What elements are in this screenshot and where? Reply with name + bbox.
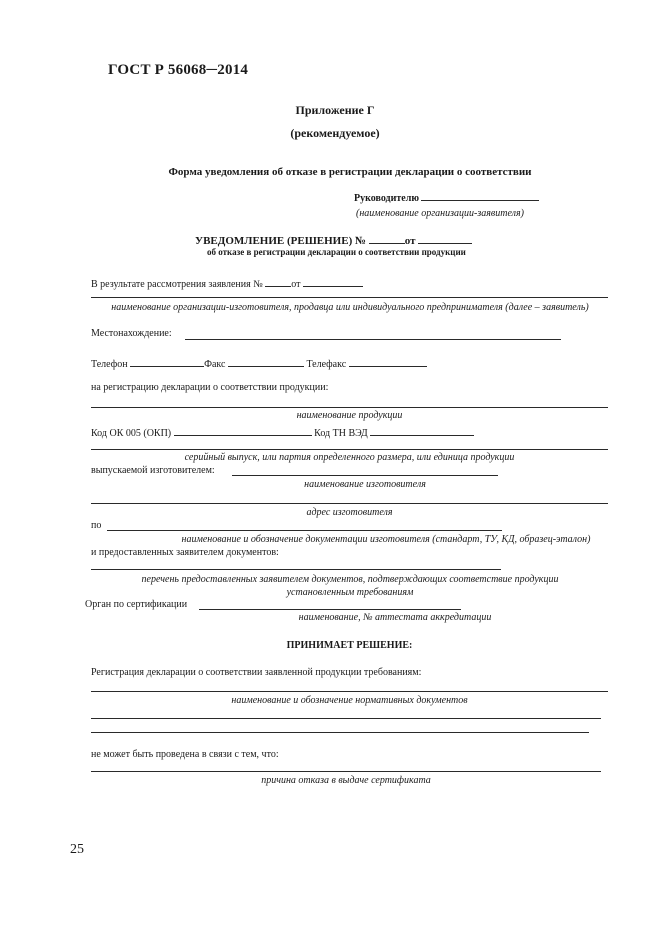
okp-blank[interactable] <box>174 424 312 436</box>
notice-number-blank[interactable] <box>369 232 405 244</box>
normative-line-3[interactable] <box>91 732 589 733</box>
normative-line[interactable] <box>91 691 608 692</box>
notice-date-blank[interactable] <box>418 232 472 244</box>
submitted-label: и предоставленных заявителем документов: <box>91 547 279 558</box>
addressee-blank[interactable] <box>421 189 539 201</box>
form-title: Форма уведомления об отказе в регистрации декларации о соответствии <box>168 166 532 178</box>
application-row <box>91 275 363 290</box>
applicant-line[interactable] <box>91 297 608 298</box>
fax-label: Факс <box>204 359 226 370</box>
docs-caption: наименование и обозначение документации изготовителя (стандарт, ТУ, КД, образец-эталон) <box>181 534 591 545</box>
batch-line[interactable] <box>91 449 608 450</box>
okp-label: Код ОК 005 (ОКП) <box>91 428 172 439</box>
manufacturer-caption: наименование изготовителя <box>304 479 426 490</box>
notice-title-row <box>195 232 472 247</box>
applicant-caption: наименование организации-изготовителя, продавца или индивидуального предпринимателя (далее – заявитель) <box>111 302 589 313</box>
location-label: Местонахождение: <box>91 328 172 339</box>
cert-body-line[interactable] <box>199 609 461 610</box>
application-number-blank[interactable] <box>265 275 291 287</box>
telefax-blank[interactable] <box>349 355 427 367</box>
registration-label: на регистрацию декларации о соответствии продукции: <box>91 382 329 393</box>
phone-blank[interactable] <box>130 355 204 367</box>
application-label: В результате рассмотрения заявления № <box>91 279 263 290</box>
contacts-row <box>91 355 427 370</box>
cert-body-caption: наименование, № аттестата аккредитации <box>298 612 492 623</box>
tnved-blank[interactable] <box>370 424 474 436</box>
appendix-title: Приложение Г <box>295 103 375 117</box>
cannot-label: не может быть проведена в связи с тем, что: <box>91 749 279 760</box>
notice-title: УВЕДОМЛЕНИЕ (РЕШЕНИЕ) № <box>195 235 367 247</box>
manufacturer-line[interactable] <box>232 475 498 476</box>
by-label: по <box>91 520 102 531</box>
batch-caption: серийный выпуск, или партия определенного размера, или единица продукции <box>184 452 515 463</box>
location-line[interactable] <box>185 339 561 340</box>
telefax-label: Телефакс <box>306 359 347 370</box>
manufacturer-label: выпускаемой изготовителем: <box>91 465 215 476</box>
reason-caption: причина отказа в выдаче сертификата <box>261 775 431 786</box>
product-line[interactable] <box>91 407 608 408</box>
fax-blank[interactable] <box>228 355 304 367</box>
cert-body-label: Орган по сертификации <box>85 599 188 610</box>
page-number: 25 <box>70 842 84 857</box>
product-caption: наименование продукции <box>296 410 403 421</box>
normative-line-2[interactable] <box>91 718 601 719</box>
addressee-field <box>354 189 539 204</box>
addressee-caption: (наименование организации-заявителя) <box>356 208 524 219</box>
normative-caption: наименование и обозначение нормативных документов <box>231 695 468 706</box>
addressee-label: Руководителю <box>354 193 419 204</box>
standard-number: ГОСТ Р 56068─2014 <box>108 62 249 78</box>
phone-label: Телефон <box>91 359 128 370</box>
appendix-subtitle: (рекомендуемое) <box>290 126 380 140</box>
decision-title: ПРИНИМАЕТ РЕШЕНИЕ: <box>286 640 413 651</box>
submitted-line[interactable] <box>91 569 501 570</box>
address-caption: адрес изготовителя <box>306 507 393 518</box>
registration-req-label: Регистрация декларации о соответствии заявленной продукции требованиям: <box>91 667 422 678</box>
notice-subtitle: об отказе в регистрации декларации о соответствии продукции <box>207 247 466 257</box>
notice-date-label: от <box>404 235 416 247</box>
tnved-label: Код ТН ВЭД <box>314 428 368 439</box>
submitted-caption: перечень предоставленных заявителем документов, подтверждающих соответствие продукции установленным требованиям <box>141 574 559 598</box>
reason-line[interactable] <box>91 771 601 772</box>
application-date-label: от <box>291 279 301 290</box>
address-line[interactable] <box>91 503 608 504</box>
docs-line[interactable] <box>107 530 502 531</box>
codes-row <box>91 424 474 439</box>
application-date-blank[interactable] <box>303 275 363 287</box>
